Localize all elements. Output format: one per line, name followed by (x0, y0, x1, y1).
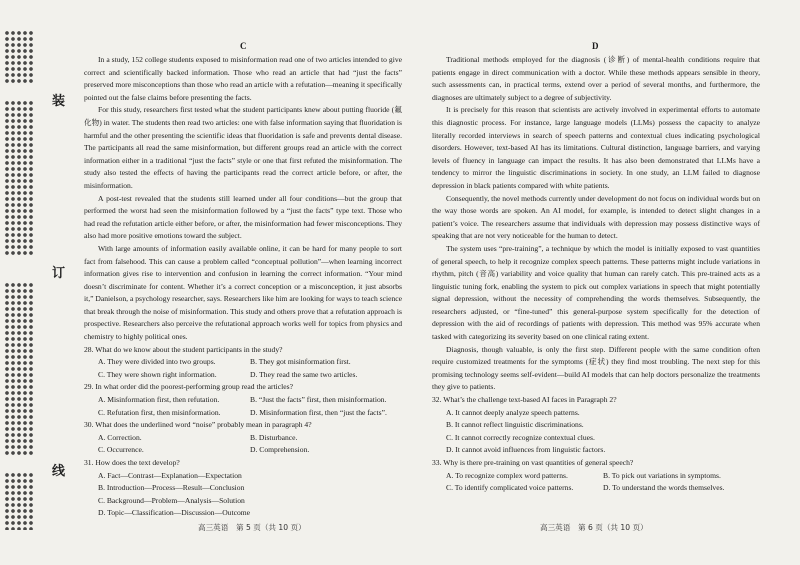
paragraph: Traditional methods employed for the diagnosis (诊断) of mental-health conditions require that patients engage in direct communication with a doctor. While these methods appears sensible in theory, such assessments can, in practical terms, extend over a period of several months, and furthermore, the diagnoses are ultimately subject to a degree of subjectivity. (432, 55, 760, 102)
question-options (84, 432, 402, 457)
binding-margin (0, 0, 48, 565)
option: C. Occurrence. (98, 445, 144, 455)
option: A. It cannot deeply analyze speech patterns. (446, 407, 580, 417)
passage-c (84, 54, 402, 520)
question-stem: 31. How does the text develop? (84, 458, 180, 467)
paragraph: Diagnosis, though valuable, is only the first step. Different people with the same condition often require customized treatments for the symptoms (症状) they find most troubling. The next step for this promising technology seems self-evident—build AI models that can help doctors personalize the treatments they give to patients. (432, 344, 760, 392)
question-options (432, 470, 760, 495)
paragraph: With large amounts of information easily available online, it can be hard for many people to sort fact from falsehood. This can cause a problem called “conceptual pollution”—when learning incorrect information gives rise to intervention and confusion in learning the correct information. “Your mind doesn’t discriminate for content. Whether it’s a correct conception or a misconception, it just absorbs it,” Danielson, a psychology researcher, says. Researchers like him are looking for ways to teach science that break through the noise of misinformation. This study and others prove that a refutation approach is prospective. Researchers also perceive the refutational approach works well for topics from physics and chemistry to highly political ones. (84, 243, 402, 342)
option: D. To understand the words themselves. (603, 483, 725, 493)
margin-pattern (4, 282, 34, 457)
option: B. It cannot reflect linguistic discriminations. (446, 420, 584, 430)
option: C. To identify complicated voice patterns. (446, 483, 574, 493)
margin-pattern (4, 100, 34, 255)
question-options (84, 470, 402, 520)
paragraph: In a study, 152 college students exposed to misinformation read one of two articles intended to give correct and scientifically backed information. Those who read an article that had “just the facts” preserved more misconceptions than those who read an article with a refutation—meaning it specifically pointed out the false claims before presenting the facts. (84, 55, 402, 102)
option: D. They read the same two articles. (250, 369, 358, 379)
option: B. Disturbance. (250, 432, 298, 442)
question-stem: 32. What’s the challenge text-based AI faces in Paragraph 2? (432, 395, 617, 405)
page-footer-left: 高三英语 第 5 页（共 10 页） (198, 523, 306, 532)
option: A. To recognize complex word patterns. (446, 470, 568, 480)
question-stem: 33. Why is there pre-training on vast quantities of general speech? (432, 458, 634, 467)
question-stem: 30. What does the underlined word “noise” probably mean in paragraph 4? (84, 420, 312, 430)
option: A. They were divided into two groups. (98, 357, 216, 367)
option: B. “Just the facts” first, then misinformation. (250, 395, 387, 405)
option: C. Background—Problem—Analysis—Solution (98, 495, 245, 505)
option: C. Refutation first, then misinformation. (98, 407, 221, 417)
option: A. Misinformation first, then refutation. (98, 395, 220, 405)
passage-d (432, 54, 760, 495)
paragraph: For this study, researchers first tested what the student participants knew about putting fluoride (氟化物) in water. The students then read two articles: one with false information saying that fluoridation is harmful and the other presenting the scientific ideas that fluoridation is safe and prevents dental disease. The participants all read the same misinformation, but different groups read an article with the correct information either in a traditional “just the facts” style or one that first refuted the misinformation. The study also tested the effects of having the participants read the correct article before, or after, the misinformation. (84, 105, 402, 190)
margin-pattern (4, 30, 34, 85)
passage-d-label: D (592, 41, 599, 51)
paragraph: A post-test revealed that the students still learned under all four conditions—but the group that performed the worst had seen the misinformation followed by a “just the facts” type text. Those who had read the refutation article either before, or after, the misinformation had fewer misconceptions. They also had more positive emotions toward the subject. (84, 193, 402, 241)
question-options (84, 394, 402, 419)
question-stem: 28. What do we know about the student participants in the study? (84, 344, 283, 354)
question-options (84, 356, 402, 381)
option: C. It cannot correctly recognize contextual clues. (446, 432, 595, 442)
paragraph: Consequently, the novel methods currently under development do not focus on individual words but on the way those words are spoken. An AI model, for example, is intended to detect slight changes in a patient’s voice. The researchers assume that individuals with depression may possess distinctive ways of speaking that are not very noticeable for the human to detect. (432, 193, 760, 241)
option: A. Correction. (98, 432, 142, 442)
paragraph: It is precisely for this reason that scientists are actively involved in experimental efforts to automate this diagnostic process. For instance, large language models (LLMs) possess the capacity to analyze literally recorded interviews in search of speech patterns and contextual clues indicating psychological disorders. However, text-based AI has its limitations. Cultural distinction, language barriers, and varying levels of fluency in language can impact the results. It has also been demonstrated that LLMs have a tendency to mirror the linguistic discriminations in society. In one study, an LLM failed to diagnose depression in black patients compared with white patients. (432, 105, 760, 190)
option: D. Topic—Classification—Discussion—Outcome (98, 508, 251, 518)
paragraph: The system uses “pre-training”, a technique by which the model is initially exposed to vast quantities of general speech, to help it recognize complex speech patterns. These patterns might include variations in rhythm, pitch (音高) variability and voice quality that human can rarely catch. This pre-trained acts as a linguistic tuning fork, enabling the system to pick out complex variations in speech that might potentially signal depression, without the necessity of comprehending the words themselves. Subsequently, the researchers adjusted, or “fine-tuned” this general-purpose system specifically for the detection of depression with the aid of recordings of patients with depression. This method was 95% accurate when tasked with categorizing its severity based on one clinical rating extent. (432, 243, 760, 342)
option: A. Fact—Contrast—Explanation—Expectation (98, 470, 242, 480)
option: B. To pick out variations in symptoms. (603, 470, 721, 480)
margin-pattern (4, 472, 34, 530)
question-options (432, 407, 760, 457)
binding-char-xian: 线 (52, 464, 66, 479)
binding-char-ding: 订 (52, 266, 66, 281)
option: D. It cannot avoid influences from linguistic factors. (446, 445, 606, 455)
option: B. Introduction—Process—Result—Conclusion (98, 483, 245, 493)
question-stem: 29. In what order did the poorest-performing group read the articles? (84, 382, 293, 392)
binding-char-zhuang: 装 (52, 94, 66, 109)
passage-c-label: C (240, 41, 247, 51)
option: B. They got misinformation first. (250, 357, 351, 367)
option: D. Misinformation first, then “just the facts”. (250, 407, 387, 417)
page-footer-right: 高三英语 第 6 页（共 10 页） (540, 523, 648, 532)
option: C. They were shown right information. (98, 369, 217, 379)
option: D. Comprehension. (250, 445, 310, 455)
